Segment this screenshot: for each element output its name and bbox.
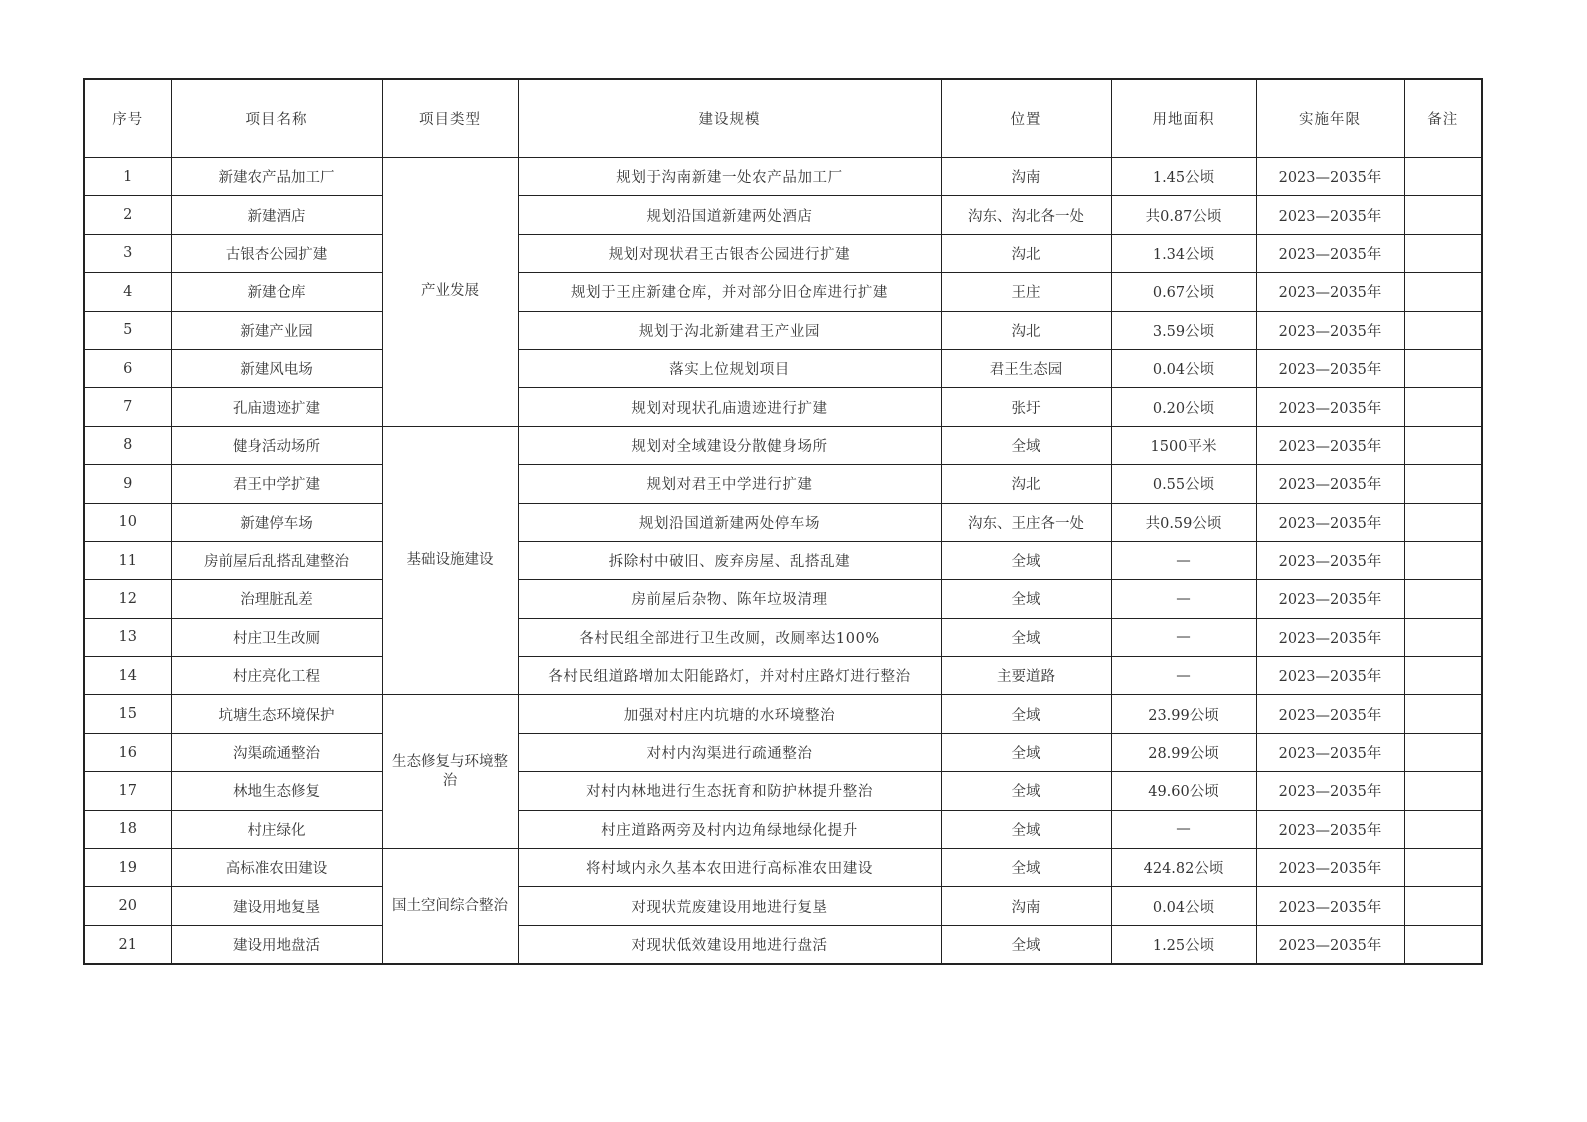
cell-no: 19	[84, 849, 171, 887]
cell-period: 2023—2035年	[1256, 426, 1404, 464]
cell-name: 林地生态修复	[171, 772, 382, 810]
cell-area: —	[1111, 810, 1256, 848]
cell-scale: 规划对现状君王古银杏公园进行扩建	[518, 234, 941, 272]
cell-name: 村庄绿化	[171, 810, 382, 848]
table-row	[84, 925, 1482, 964]
cell-no: 15	[84, 695, 171, 733]
cell-location: 全域	[941, 849, 1111, 887]
cell-no: 6	[84, 349, 171, 387]
cell-location: 全域	[941, 541, 1111, 579]
cell-area: 3.59公顷	[1111, 311, 1256, 349]
cell-location: 沟北	[941, 311, 1111, 349]
cell-name: 房前屋后乱搭乱建整治	[171, 541, 382, 579]
cell-period: 2023—2035年	[1256, 388, 1404, 426]
cell-scale: 对村内林地进行生态抚育和防护林提升整治	[518, 772, 941, 810]
cell-scale: 对现状低效建设用地进行盘活	[518, 925, 941, 964]
cell-area: 0.67公顷	[1111, 273, 1256, 311]
cell-area: 0.04公顷	[1111, 349, 1256, 387]
cell-period: 2023—2035年	[1256, 618, 1404, 656]
cell-note	[1404, 695, 1482, 733]
cell-note	[1404, 273, 1482, 311]
cell-no: 12	[84, 580, 171, 618]
cell-scale: 对村内沟渠进行疏通整治	[518, 733, 941, 771]
cell-period: 2023—2035年	[1256, 234, 1404, 272]
cell-name: 村庄亮化工程	[171, 657, 382, 695]
cell-note	[1404, 733, 1482, 771]
table-row	[84, 733, 1482, 771]
cell-type: 基础设施建设	[382, 426, 518, 695]
cell-scale: 规划于王庄新建仓库，并对部分旧仓库进行扩建	[518, 273, 941, 311]
cell-area: 0.20公顷	[1111, 388, 1256, 426]
cell-note	[1404, 234, 1482, 272]
cell-area: 28.99公顷	[1111, 733, 1256, 771]
cell-name: 沟渠疏通整治	[171, 733, 382, 771]
table-row	[84, 311, 1482, 349]
cell-no: 10	[84, 503, 171, 541]
table-body	[84, 158, 1482, 965]
cell-no: 18	[84, 810, 171, 848]
cell-no: 3	[84, 234, 171, 272]
cell-period: 2023—2035年	[1256, 887, 1404, 925]
cell-period: 2023—2035年	[1256, 196, 1404, 234]
cell-name: 新建风电场	[171, 349, 382, 387]
header-area: 用地面积	[1111, 79, 1256, 158]
cell-scale: 对现状荒废建设用地进行复垦	[518, 887, 941, 925]
cell-area: 0.04公顷	[1111, 887, 1256, 925]
cell-period: 2023—2035年	[1256, 349, 1404, 387]
cell-no: 13	[84, 618, 171, 656]
cell-note	[1404, 158, 1482, 196]
cell-note	[1404, 580, 1482, 618]
cell-no: 17	[84, 772, 171, 810]
cell-location: 君王生态园	[941, 349, 1111, 387]
header-name: 项目名称	[171, 79, 382, 158]
cell-no: 4	[84, 273, 171, 311]
cell-location: 全域	[941, 426, 1111, 464]
cell-area: 0.55公顷	[1111, 465, 1256, 503]
cell-location: 全域	[941, 733, 1111, 771]
cell-note	[1404, 772, 1482, 810]
cell-location: 沟东、王庄各一处	[941, 503, 1111, 541]
cell-location: 沟北	[941, 465, 1111, 503]
cell-note	[1404, 925, 1482, 964]
header-location: 位置	[941, 79, 1111, 158]
cell-note	[1404, 657, 1482, 695]
cell-note	[1404, 311, 1482, 349]
table-row	[84, 810, 1482, 848]
cell-note	[1404, 849, 1482, 887]
cell-name: 新建仓库	[171, 273, 382, 311]
cell-no: 9	[84, 465, 171, 503]
cell-area: —	[1111, 541, 1256, 579]
cell-location: 全域	[941, 925, 1111, 964]
cell-area: —	[1111, 657, 1256, 695]
cell-scale: 规划沿国道新建两处停车场	[518, 503, 941, 541]
header-note: 备注	[1404, 79, 1482, 158]
table-row	[84, 196, 1482, 234]
cell-scale: 拆除村中破旧、废弃房屋、乱搭乱建	[518, 541, 941, 579]
header-period: 实施年限	[1256, 79, 1404, 158]
cell-location: 王庄	[941, 273, 1111, 311]
cell-no: 5	[84, 311, 171, 349]
cell-area: —	[1111, 618, 1256, 656]
table-row	[84, 772, 1482, 810]
cell-no: 8	[84, 426, 171, 464]
table-row	[84, 695, 1482, 733]
cell-name: 高标准农田建设	[171, 849, 382, 887]
cell-note	[1404, 349, 1482, 387]
cell-note	[1404, 541, 1482, 579]
header-type: 项目类型	[382, 79, 518, 158]
cell-scale: 规划对现状孔庙遗迹进行扩建	[518, 388, 941, 426]
cell-period: 2023—2035年	[1256, 733, 1404, 771]
cell-period: 2023—2035年	[1256, 273, 1404, 311]
cell-area: 424.82公顷	[1111, 849, 1256, 887]
cell-no: 11	[84, 541, 171, 579]
cell-type: 国土空间综合整治	[382, 849, 518, 965]
cell-period: 2023—2035年	[1256, 465, 1404, 503]
cell-name: 村庄卫生改厕	[171, 618, 382, 656]
cell-area: 共0.59公顷	[1111, 503, 1256, 541]
cell-note	[1404, 465, 1482, 503]
table-row	[84, 465, 1482, 503]
cell-no: 7	[84, 388, 171, 426]
cell-period: 2023—2035年	[1256, 849, 1404, 887]
table-row	[84, 349, 1482, 387]
cell-name: 建设用地复垦	[171, 887, 382, 925]
cell-name: 建设用地盘活	[171, 925, 382, 964]
cell-scale: 村庄道路两旁及村内边角绿地绿化提升	[518, 810, 941, 848]
cell-name: 治理脏乱差	[171, 580, 382, 618]
table-row	[84, 503, 1482, 541]
cell-note	[1404, 887, 1482, 925]
cell-location: 全域	[941, 810, 1111, 848]
cell-name: 新建产业园	[171, 311, 382, 349]
cell-area: —	[1111, 580, 1256, 618]
cell-scale: 各村民组道路增加太阳能路灯，并对村庄路灯进行整治	[518, 657, 941, 695]
table-row	[84, 618, 1482, 656]
cell-period: 2023—2035年	[1256, 810, 1404, 848]
cell-no: 21	[84, 925, 171, 964]
cell-no: 14	[84, 657, 171, 695]
cell-scale: 规划对全域建设分散健身场所	[518, 426, 941, 464]
cell-area: 1.45公顷	[1111, 158, 1256, 196]
table-row	[84, 580, 1482, 618]
table-row	[84, 426, 1482, 464]
table-row	[84, 849, 1482, 887]
cell-location: 全域	[941, 695, 1111, 733]
cell-location: 全域	[941, 772, 1111, 810]
cell-scale: 各村民组全部进行卫生改厕，改厕率达100%	[518, 618, 941, 656]
cell-note	[1404, 388, 1482, 426]
cell-note	[1404, 503, 1482, 541]
cell-scale: 规划对君王中学进行扩建	[518, 465, 941, 503]
cell-type: 生态修复与环境整治	[382, 695, 518, 849]
cell-area: 共0.87公顷	[1111, 196, 1256, 234]
cell-name: 新建停车场	[171, 503, 382, 541]
table-row	[84, 388, 1482, 426]
cell-period: 2023—2035年	[1256, 503, 1404, 541]
table-row	[84, 273, 1482, 311]
cell-period: 2023—2035年	[1256, 311, 1404, 349]
cell-no: 16	[84, 733, 171, 771]
cell-scale: 房前屋后杂物、陈年垃圾清理	[518, 580, 941, 618]
cell-note	[1404, 196, 1482, 234]
cell-period: 2023—2035年	[1256, 541, 1404, 579]
cell-name: 新建农产品加工厂	[171, 158, 382, 196]
table-row	[84, 657, 1482, 695]
cell-name: 古银杏公园扩建	[171, 234, 382, 272]
cell-period: 2023—2035年	[1256, 580, 1404, 618]
table-header-row	[84, 79, 1482, 158]
cell-location: 沟东、沟北各一处	[941, 196, 1111, 234]
cell-location: 张圩	[941, 388, 1111, 426]
table-row	[84, 541, 1482, 579]
header-no: 序号	[84, 79, 171, 158]
cell-scale: 规划于沟南新建一处农产品加工厂	[518, 158, 941, 196]
cell-note	[1404, 426, 1482, 464]
cell-no: 2	[84, 196, 171, 234]
cell-area: 1.25公顷	[1111, 925, 1256, 964]
cell-scale: 将村域内永久基本农田进行高标准农田建设	[518, 849, 941, 887]
cell-area: 1.34公顷	[1111, 234, 1256, 272]
cell-name: 君王中学扩建	[171, 465, 382, 503]
cell-location: 沟南	[941, 158, 1111, 196]
cell-area: 49.60公顷	[1111, 772, 1256, 810]
cell-period: 2023—2035年	[1256, 158, 1404, 196]
cell-location: 全域	[941, 580, 1111, 618]
cell-name: 新建酒店	[171, 196, 382, 234]
cell-area: 1500平米	[1111, 426, 1256, 464]
cell-type: 产业发展	[382, 158, 518, 427]
cell-period: 2023—2035年	[1256, 772, 1404, 810]
cell-scale: 落实上位规划项目	[518, 349, 941, 387]
cell-period: 2023—2035年	[1256, 695, 1404, 733]
table-row	[84, 887, 1482, 925]
cell-scale: 规划沿国道新建两处酒店	[518, 196, 941, 234]
table-row	[84, 234, 1482, 272]
cell-name: 坑塘生态环境保护	[171, 695, 382, 733]
cell-period: 2023—2035年	[1256, 925, 1404, 964]
project-table	[83, 78, 1483, 965]
cell-note	[1404, 810, 1482, 848]
cell-area: 23.99公顷	[1111, 695, 1256, 733]
table-row	[84, 158, 1482, 196]
cell-note	[1404, 618, 1482, 656]
cell-scale: 加强对村庄内坑塘的水环境整治	[518, 695, 941, 733]
cell-name: 孔庙遗迹扩建	[171, 388, 382, 426]
cell-location: 沟北	[941, 234, 1111, 272]
cell-location: 主要道路	[941, 657, 1111, 695]
cell-scale: 规划于沟北新建君王产业园	[518, 311, 941, 349]
header-scale: 建设规模	[518, 79, 941, 158]
cell-no: 20	[84, 887, 171, 925]
cell-location: 全域	[941, 618, 1111, 656]
cell-period: 2023—2035年	[1256, 657, 1404, 695]
cell-location: 沟南	[941, 887, 1111, 925]
cell-no: 1	[84, 158, 171, 196]
cell-name: 健身活动场所	[171, 426, 382, 464]
